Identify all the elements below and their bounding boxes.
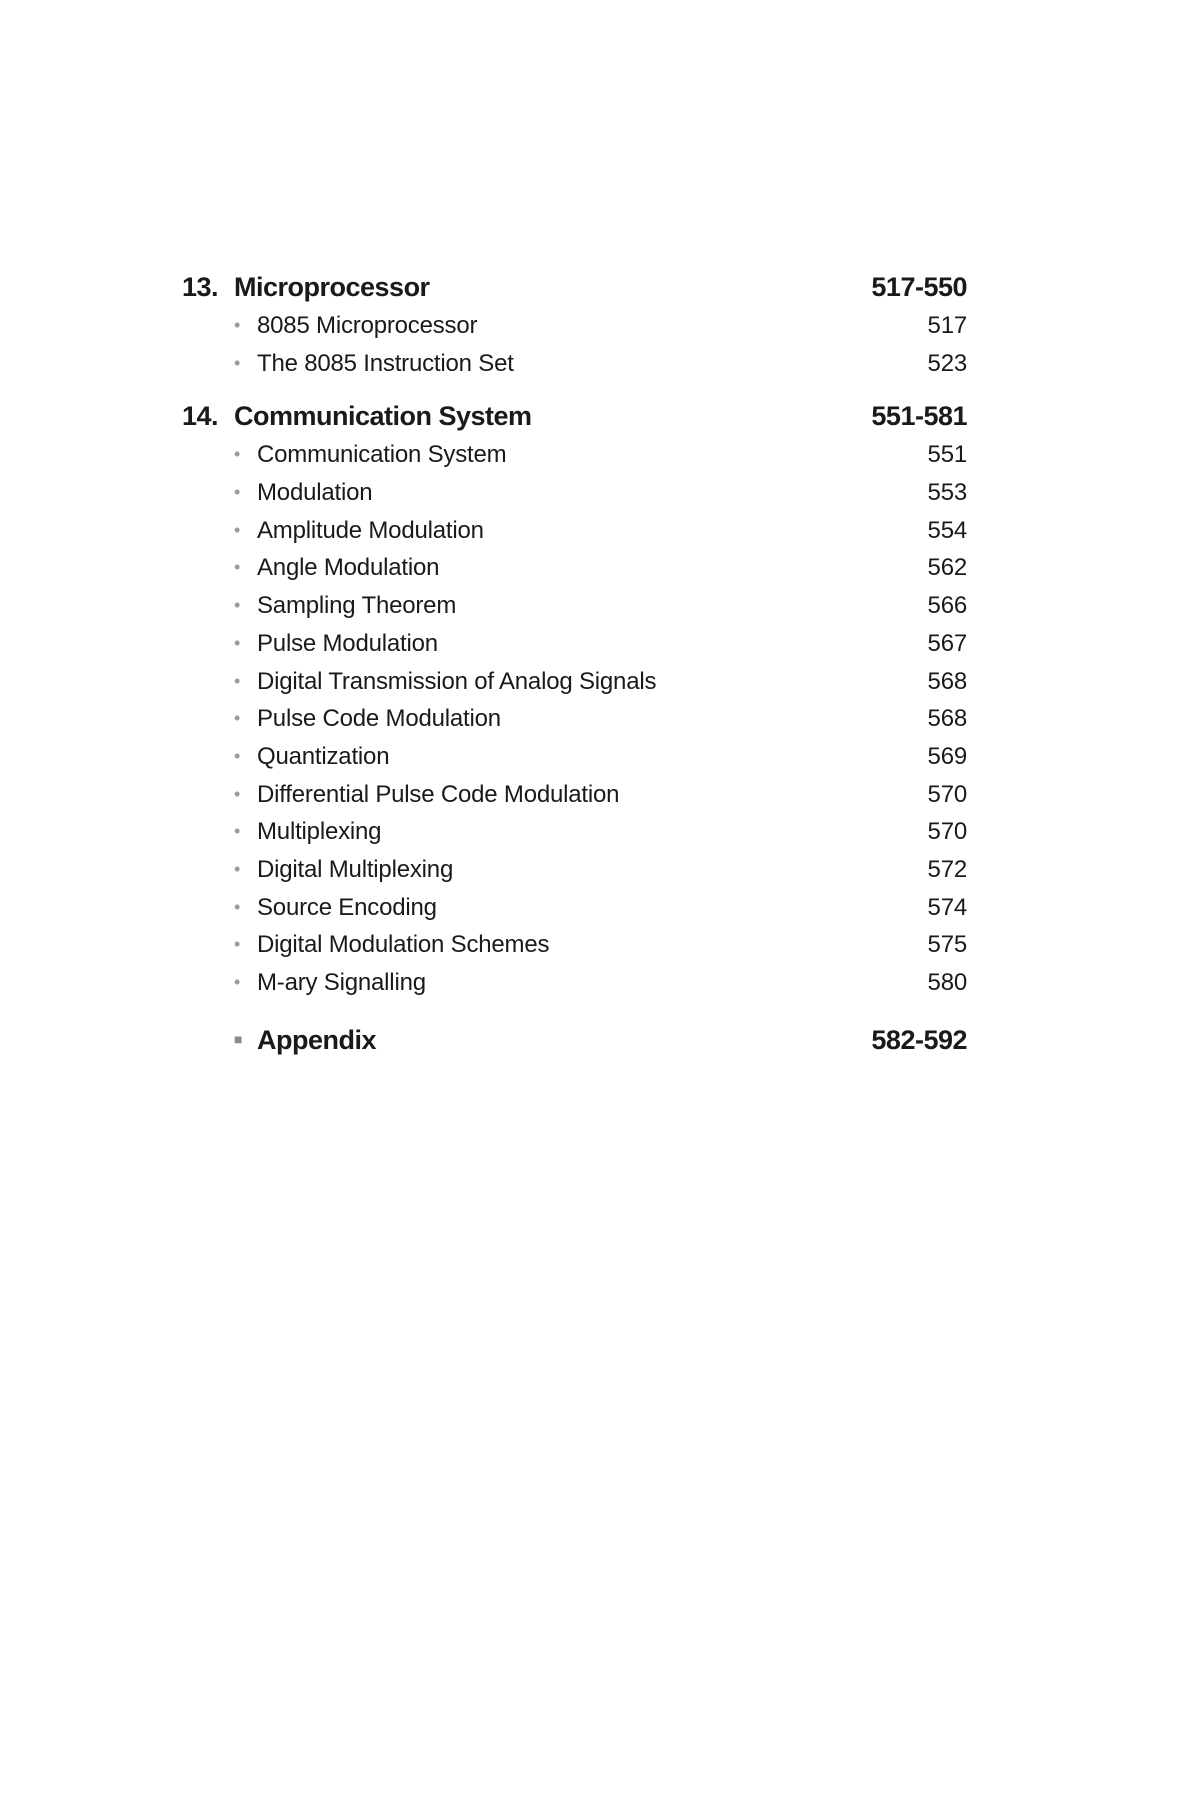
topic-title: Multiplexing bbox=[257, 818, 382, 846]
topic-title: 8085 Microprocessor bbox=[257, 312, 478, 339]
list-item[interactable] bbox=[182, 554, 967, 592]
bullet-icon: • bbox=[234, 632, 241, 653]
bullet-icon: • bbox=[234, 595, 241, 616]
topic-page-number: 570 bbox=[927, 818, 967, 846]
chapter-heading[interactable] bbox=[182, 272, 967, 312]
topic-page-number: 517 bbox=[927, 312, 967, 339]
chapter-page-range: 551-581 bbox=[871, 401, 967, 432]
bullet-icon: • bbox=[234, 972, 241, 992]
topic-page-number: 569 bbox=[927, 742, 967, 770]
topic-page-number: 568 bbox=[927, 705, 967, 733]
bullet-icon: • bbox=[234, 519, 241, 540]
bullet-icon: • bbox=[234, 858, 241, 879]
table-of-contents bbox=[182, 272, 967, 1065]
bullet-icon: • bbox=[234, 783, 241, 804]
appendix-page-range: 582-592 bbox=[871, 1024, 967, 1055]
topic-list bbox=[182, 312, 967, 387]
chapter-title: Communication System bbox=[234, 401, 532, 432]
chapter-heading[interactable] bbox=[182, 401, 967, 441]
topic-page-number: 572 bbox=[927, 855, 967, 883]
topic-title: Source Encoding bbox=[257, 893, 437, 921]
topic-title: Sampling Theorem bbox=[257, 592, 457, 620]
bullet-icon: • bbox=[234, 708, 241, 729]
appendix-title: Appendix bbox=[257, 1024, 377, 1055]
list-item[interactable] bbox=[182, 894, 967, 932]
list-item[interactable] bbox=[182, 441, 967, 479]
list-item[interactable] bbox=[182, 931, 967, 969]
topic-title: Differential Pulse Code Modulation bbox=[257, 780, 620, 808]
appendix-entry[interactable] bbox=[182, 1025, 967, 1065]
bullet-icon: • bbox=[234, 745, 241, 766]
topic-page-number: 575 bbox=[927, 931, 967, 959]
topic-title: Quantization bbox=[257, 742, 390, 770]
bullet-icon: • bbox=[234, 557, 241, 578]
topic-title: Angle Modulation bbox=[257, 554, 440, 582]
chapter-number: 13. bbox=[182, 272, 219, 302]
bullet-icon: • bbox=[234, 934, 241, 955]
list-item[interactable] bbox=[182, 479, 967, 517]
chapter-13 bbox=[182, 272, 967, 387]
list-item[interactable] bbox=[182, 818, 967, 856]
topic-page-number: 567 bbox=[927, 629, 967, 657]
bullet-icon: • bbox=[234, 444, 241, 465]
topic-page-number: 568 bbox=[927, 667, 967, 695]
topic-title: M-ary Signalling bbox=[257, 969, 426, 996]
topic-title: Communication System bbox=[257, 441, 507, 469]
bullet-icon: • bbox=[234, 482, 241, 503]
chapter-page-range: 517-550 bbox=[871, 272, 967, 302]
list-item[interactable] bbox=[182, 743, 967, 781]
topic-list bbox=[182, 441, 967, 1006]
topic-page-number: 523 bbox=[927, 349, 967, 377]
bullet-icon: • bbox=[234, 352, 241, 373]
list-item[interactable] bbox=[182, 705, 967, 743]
topic-page-number: 553 bbox=[927, 479, 967, 507]
list-item[interactable] bbox=[182, 312, 967, 350]
list-item[interactable] bbox=[182, 781, 967, 819]
square-bullet-icon: ■ bbox=[234, 1030, 242, 1047]
list-item[interactable] bbox=[182, 969, 967, 1007]
topic-page-number: 562 bbox=[927, 554, 967, 582]
chapter-number: 14. bbox=[182, 401, 219, 432]
topic-page-number: 574 bbox=[927, 893, 967, 921]
topic-title: Digital Multiplexing bbox=[257, 855, 454, 883]
topic-page-number: 566 bbox=[927, 592, 967, 620]
chapter-title: Microprocessor bbox=[234, 272, 430, 302]
bullet-icon: • bbox=[234, 315, 241, 335]
topic-page-number: 554 bbox=[927, 516, 967, 544]
topic-title: Modulation bbox=[257, 479, 373, 507]
list-item[interactable] bbox=[182, 668, 967, 706]
topic-title: Pulse Modulation bbox=[257, 629, 438, 657]
topic-page-number: 551 bbox=[927, 441, 967, 469]
topic-title: Pulse Code Modulation bbox=[257, 705, 501, 733]
bullet-icon: • bbox=[234, 821, 241, 842]
list-item[interactable] bbox=[182, 350, 967, 388]
list-item[interactable] bbox=[182, 630, 967, 668]
list-item[interactable] bbox=[182, 592, 967, 630]
topic-title: Amplitude Modulation bbox=[257, 516, 484, 544]
chapter-14 bbox=[182, 401, 967, 1006]
bullet-icon: • bbox=[234, 896, 241, 917]
topic-page-number: 580 bbox=[927, 969, 967, 996]
topic-title: Digital Transmission of Analog Signals bbox=[257, 667, 657, 695]
topic-title: Digital Modulation Schemes bbox=[257, 931, 550, 959]
list-item[interactable] bbox=[182, 856, 967, 894]
bullet-icon: • bbox=[234, 670, 241, 691]
topic-page-number: 570 bbox=[927, 780, 967, 808]
topic-title: The 8085 Instruction Set bbox=[257, 349, 514, 377]
list-item[interactable] bbox=[182, 517, 967, 555]
